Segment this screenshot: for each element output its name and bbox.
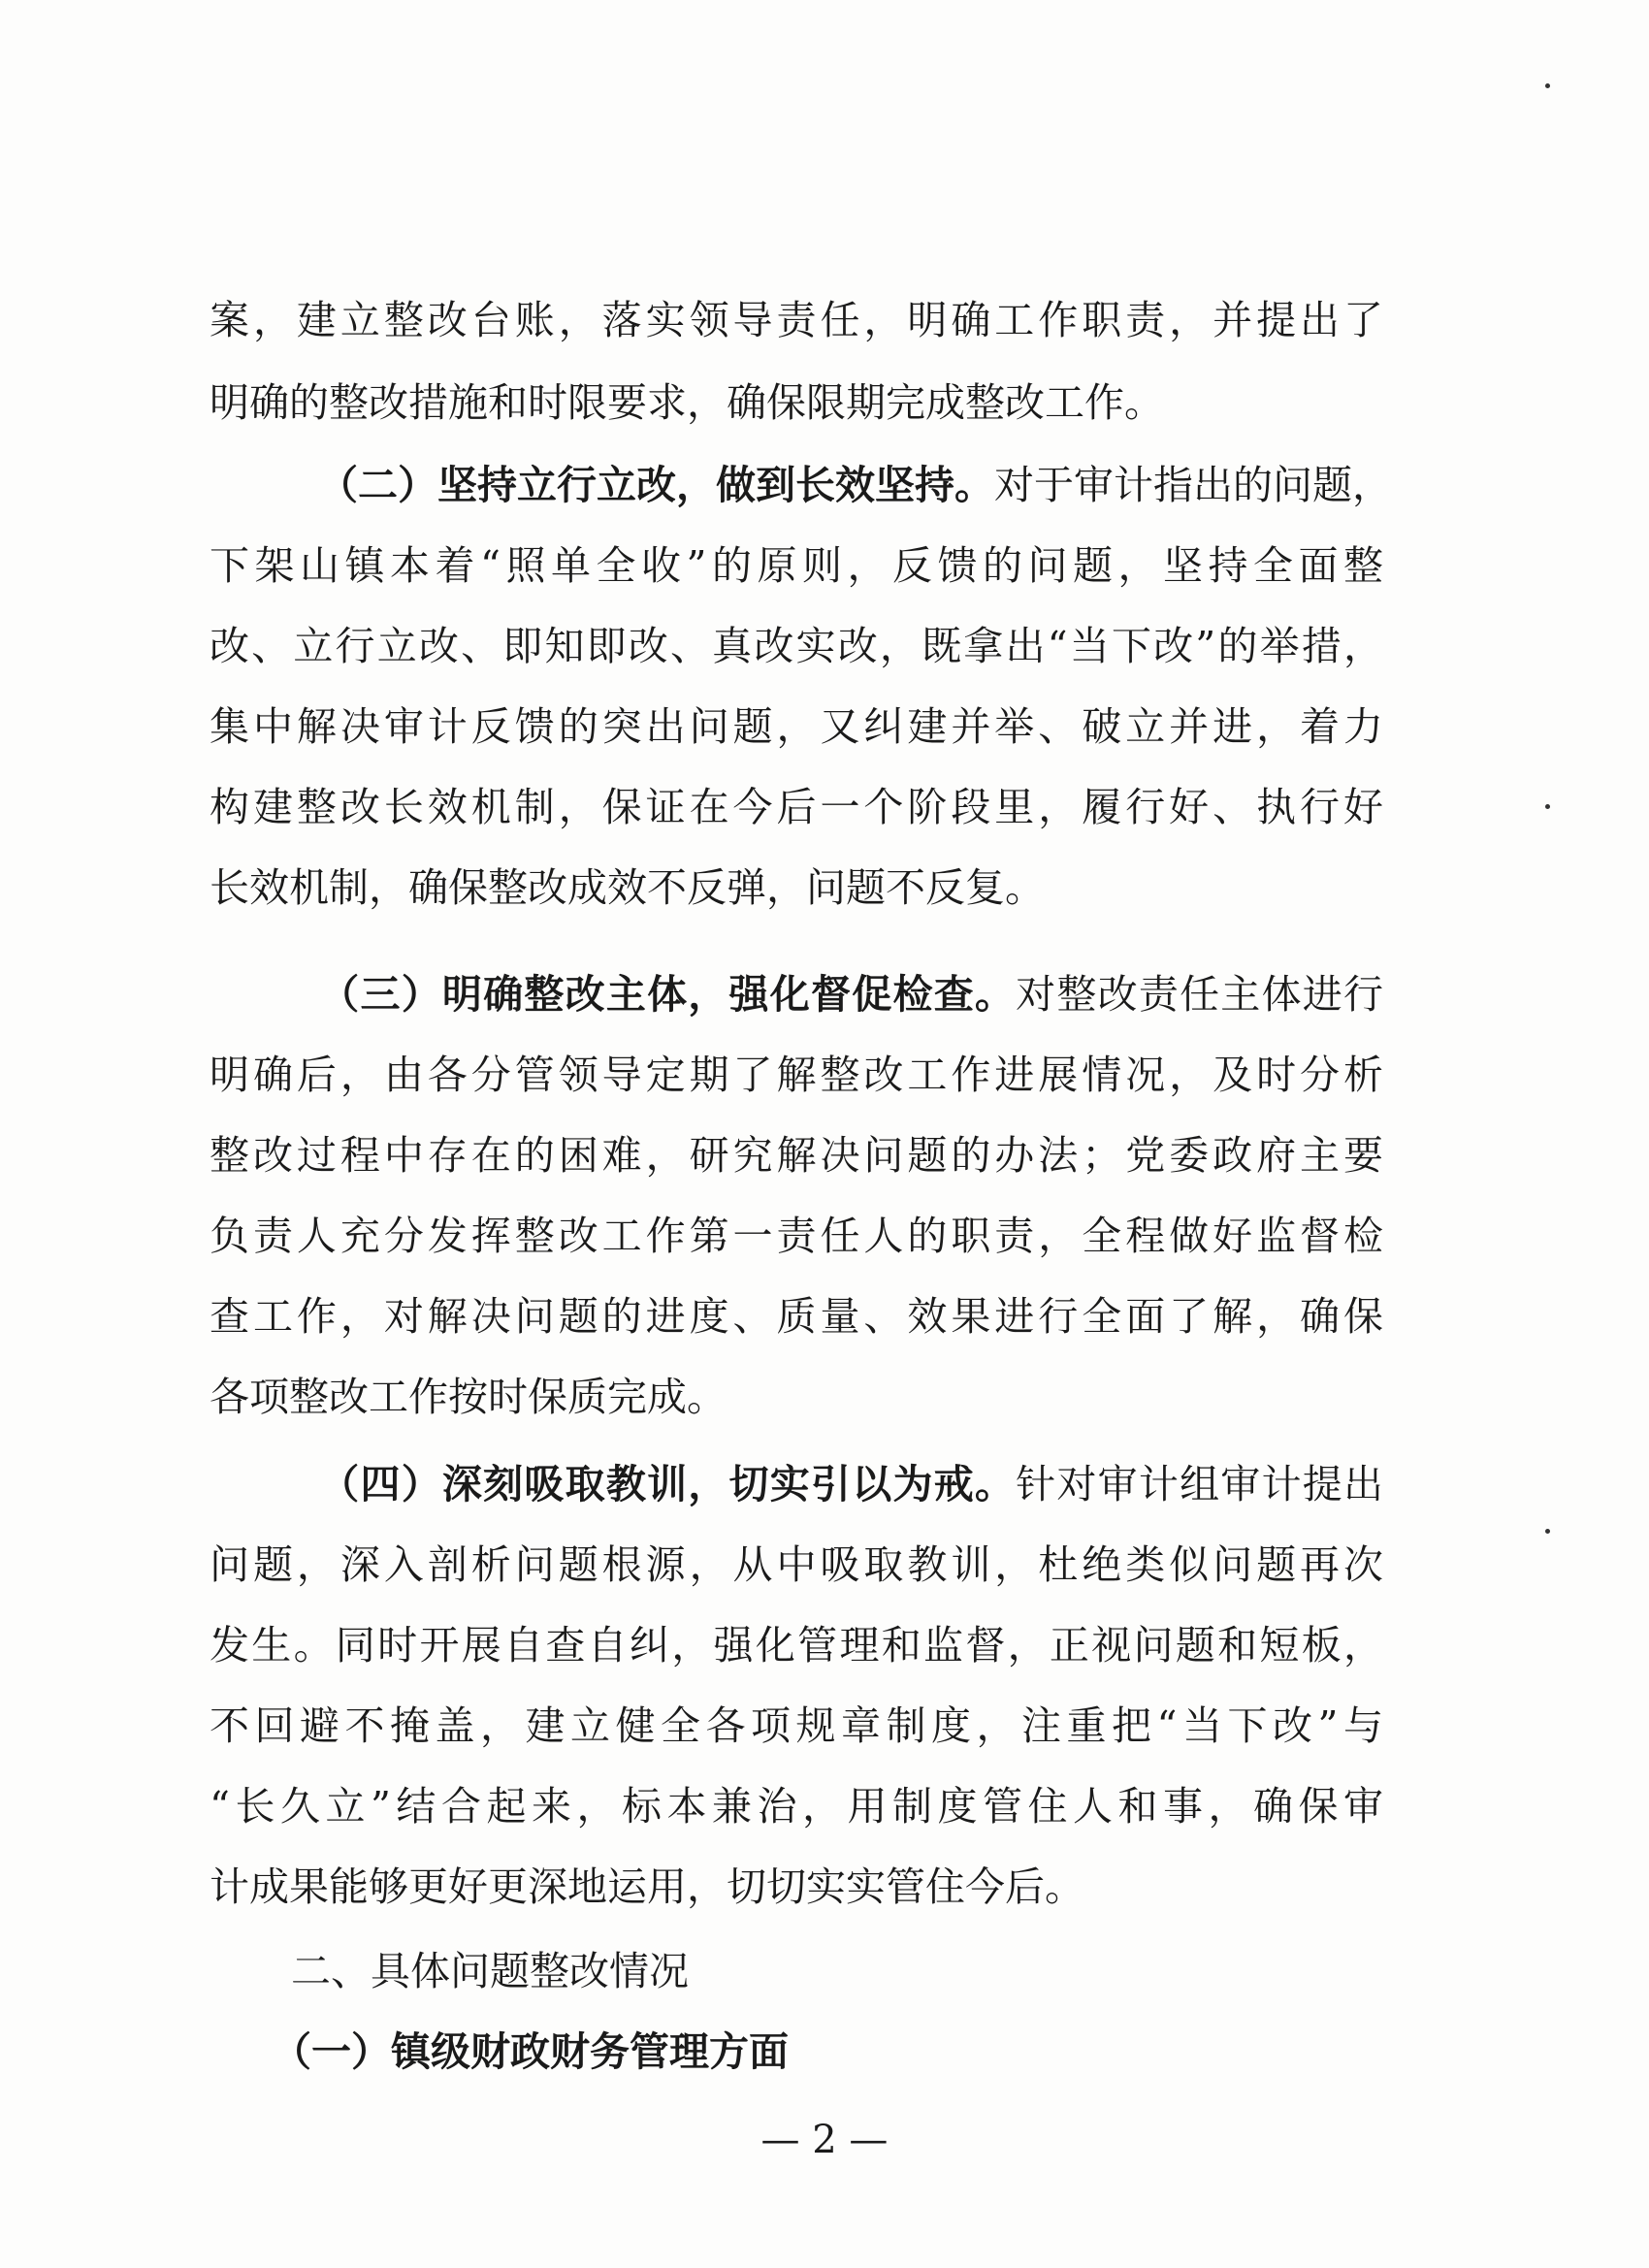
body-line: 改、立行立改、即知即改、真改实改，既拿出“当下改”的举措， bbox=[210, 623, 1383, 669]
scan-speck bbox=[1545, 804, 1550, 809]
body-line: 案，建立整改台账，落实领导责任，明确工作职责，并提出了 bbox=[210, 297, 1383, 343]
scan-speck bbox=[1545, 83, 1550, 88]
body-line: 不回避不掩盖，建立健全各项规章制度，注重把“当下改”与 bbox=[210, 1702, 1383, 1749]
body-text: 对整改责任主体进行 bbox=[1016, 971, 1384, 1018]
body-text: 针对审计组审计提出 bbox=[1016, 1461, 1384, 1507]
body-line: 构建整改长效机制，保证在今后一个阶段里，履行好、执行好 bbox=[210, 784, 1383, 830]
body-line: 各项整改工作按时保质完成。 bbox=[210, 1374, 727, 1420]
page-number: — 2 — bbox=[760, 2118, 889, 2162]
body-line: 查工作，对解决问题的进度、质量、效果进行全面了解，确保 bbox=[210, 1293, 1383, 1340]
body-line: 问题，深入剖析问题根源，从中吸取教训，杜绝类似问题再次 bbox=[210, 1541, 1383, 1588]
section-3-first-line bbox=[210, 971, 1384, 1018]
section-2-first-line bbox=[210, 462, 1392, 508]
subsection-heading: （一）镇级财政财务管理方面 bbox=[272, 2028, 789, 2075]
body-line: 负责人充分发挥整改工作第一责任人的职责，全程做好监督检 bbox=[210, 1213, 1383, 1259]
body-line: 整改过程中存在的困难，研究解决问题的办法；党委政府主要 bbox=[210, 1132, 1383, 1179]
scan-speck bbox=[1545, 1529, 1550, 1534]
body-line: 集中解决审计反馈的突出问题，又纠建并举、破立并进，着力 bbox=[210, 703, 1383, 750]
body-line: 下架山镇本着“照单全收”的原则，反馈的问题，坚持全面整 bbox=[210, 542, 1383, 589]
body-line: 发生。同时开展自查自纠，强化管理和监督，正视问题和短板， bbox=[210, 1622, 1383, 1669]
body-line: 明确的整改措施和时限要求，确保限期完成整改工作。 bbox=[210, 379, 1164, 426]
body-line: 长效机制，确保整改成效不反弹，问题不反复。 bbox=[210, 864, 1045, 911]
body-text: 对于审计指出的问题， bbox=[994, 462, 1392, 508]
section-4-heading: （四）深刻吸取教训，切实引以为戒。 bbox=[318, 1461, 1017, 1507]
section-2-heading: （二）坚持立行立改，做到长效坚持。 bbox=[318, 462, 994, 508]
body-line: 计成果能够更好更深地运用，切切实实管住今后。 bbox=[210, 1863, 1084, 1910]
part-two-heading: 二、具体问题整改情况 bbox=[291, 1948, 689, 1994]
body-line: “长久立”结合起来，标本兼治，用制度管住人和事，确保审 bbox=[210, 1783, 1383, 1830]
section-4-first-line bbox=[210, 1461, 1384, 1507]
section-3-heading: （三）明确整改主体，强化督促检查。 bbox=[318, 971, 1017, 1018]
body-line: 明确后，由各分管领导定期了解整改工作进展情况，及时分析 bbox=[210, 1052, 1383, 1098]
